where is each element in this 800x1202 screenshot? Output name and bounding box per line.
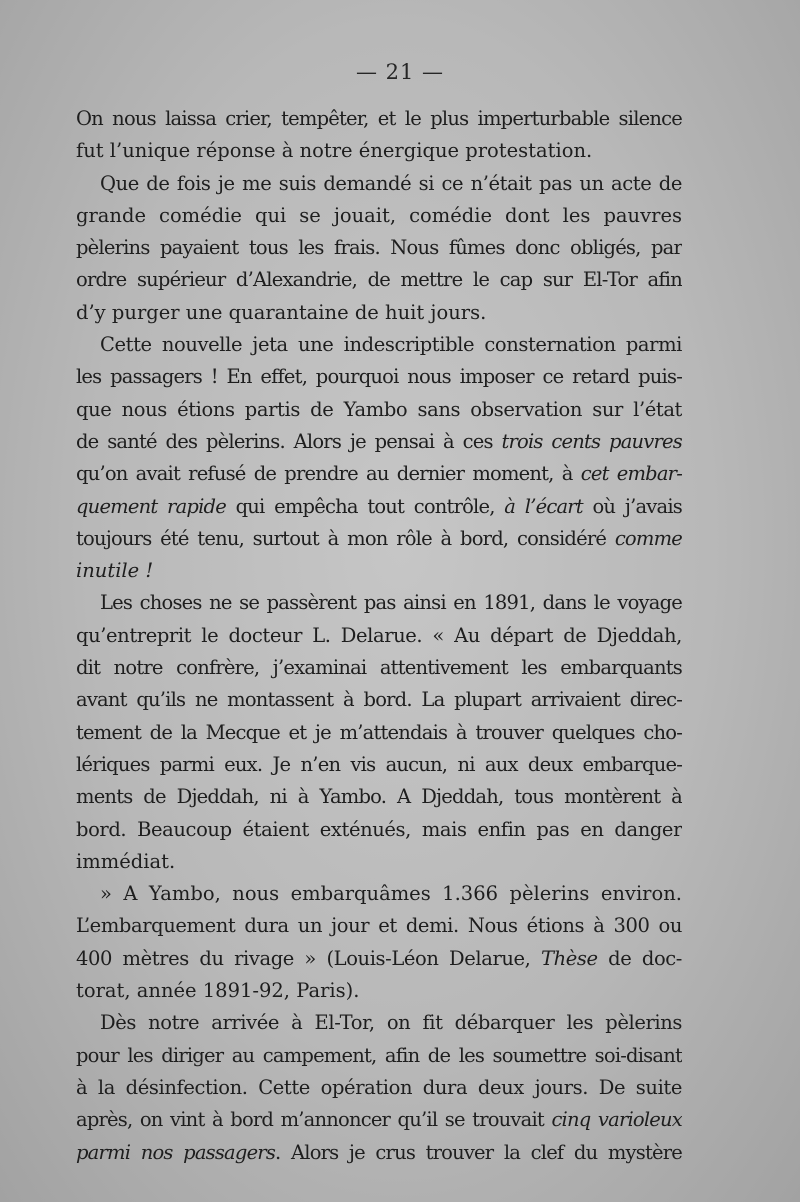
text-line: les passagers ! En effet, pourquoi nous imposer ce retard puis- <box>76 365 682 389</box>
text-line: toujours été tenu, surtout à mon rôle à bord, considéré comme <box>76 526 682 550</box>
text-line: d’y purger une quarantaine de huit jours. <box>76 300 487 324</box>
text-line: avant qu’ils ne montassent à bord. La plupart arrivaient direc- <box>76 688 682 712</box>
text-line: » A Yambo, nous embarquâmes 1.366 pèlerins environ. <box>100 882 682 906</box>
text-line: Que de fois je me suis demandé si ce n’était pas un acte de <box>100 171 682 195</box>
text-line: grande comédie qui se jouait, comédie dont les pauvres <box>76 203 682 227</box>
text-line: ments de Djeddah, ni à Yambo. A Djeddah, tous montèrent à <box>76 785 682 809</box>
body-text <box>76 103 682 1169</box>
text-line: de santé des pèlerins. Alors je pensai à ces trois cents pauvres <box>76 429 682 453</box>
text-line: parmi nos passagers. Alors je crus trouver la clef du mystère <box>76 1140 682 1164</box>
text-line: Dès notre arrivée à El-Tor, on fit débarquer les pèlerins <box>100 1011 682 1035</box>
text-line: à la désinfection. Cette opération dura deux jours. De suite <box>76 1075 682 1099</box>
text-line: qu’entreprit le docteur L. Delarue. « Au départ de Djeddah, <box>76 623 682 647</box>
text-line: pèlerins payaient tous les frais. Nous fûmes donc obligés, par <box>76 236 682 260</box>
text-line: Les choses ne se passèrent pas ainsi en 1891, dans le voyage <box>100 591 682 615</box>
page-number: — 21 — <box>355 60 445 84</box>
text-line: qu’on avait refusé de prendre au dernier moment, à cet embar- <box>76 462 682 486</box>
text-line: pour les diriger au campement, afin de les soumettre soi-disant <box>76 1043 682 1067</box>
text-line: après, on vint à bord m’annoncer qu’il se trouvait cinq varioleux <box>76 1108 682 1132</box>
text-line: tement de la Mecque et je m’attendais à trouver quelques cho- <box>76 720 682 744</box>
text-line: torat, année 1891-92, Paris). <box>76 979 360 1003</box>
text-line: L’embarquement dura un jour et demi. Nous étions à 300 ou <box>76 914 682 938</box>
text-line: dit notre confrère, j’examinai attentivement les embarquants <box>76 656 682 680</box>
text-line: fut l’unique réponse à notre énergique protestation. <box>76 139 593 163</box>
text-line: Cette nouvelle jeta une indescriptible consternation parmi <box>100 333 682 357</box>
text-line: bord. Beaucoup étaient exténués, mais enfin pas en danger <box>76 817 682 841</box>
text-line: inutile ! <box>76 559 154 583</box>
text-line: immédiat. <box>76 849 176 873</box>
text-line: ordre supérieur d’Alexandrie, de mettre le cap sur El-Tor afin <box>76 268 682 292</box>
text-line: On nous laissa crier, tempêter, et le plus imperturbable silence <box>76 107 682 130</box>
text-line: 400 mètres du rivage » (Louis-Léon Delarue, Thèse de doc- <box>76 946 682 970</box>
text-line: que nous étions partis de Yambo sans observation sur l’état <box>76 397 682 421</box>
text-line: lériques parmi eux. Je n’en vis aucun, ni aux deux embarque- <box>76 752 682 776</box>
text-line: quement rapide qui empêcha tout contrôle, à l’écart où j’avais <box>76 494 682 518</box>
